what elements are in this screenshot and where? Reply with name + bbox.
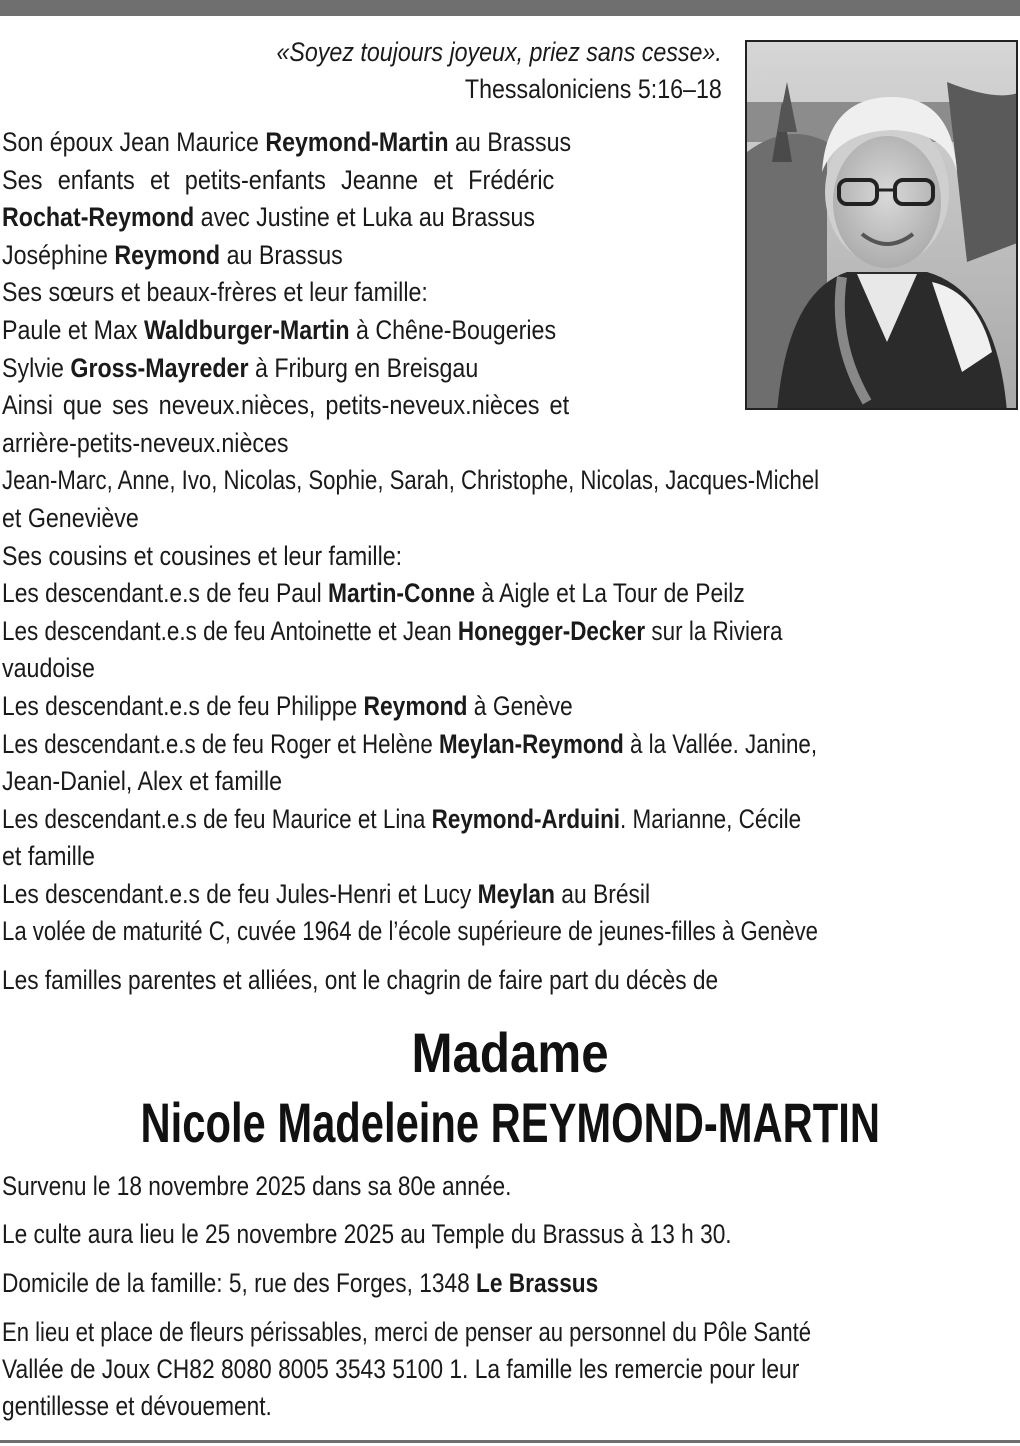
family-line: Les descendant.e.s de feu Paul Martin-Conne à Aigle et La Tour de Peilz: [2, 578, 745, 609]
deceased-name: Nicole Madeleine REYMOND-MARTIN: [140, 1091, 880, 1154]
family-line: Son époux Jean Maurice Reymond-Martin au Brassus: [2, 127, 572, 157]
family-line: arrière-petits-neveux.nièces: [2, 427, 289, 458]
family-line: Paule et Max Waldburger-Martin à Chêne-Bougeries: [2, 314, 557, 345]
family-line: Les descendant.e.s de feu Jules-Henri et Lucy Meylan au Brésil: [2, 878, 651, 909]
announcement-text: Les familles parentes et alliées, ont le chagrin de faire part du décès de: [2, 965, 719, 995]
family-line: Ses enfants et petits-enfants Jeanne et Frédéric: [2, 164, 555, 195]
deceased-title: Madame: [411, 1021, 609, 1084]
family-line: La volée de maturité C, cuvée 1964 de l’école supérieure de jeunes-filles à Genève: [2, 916, 819, 947]
family-line: vaudoise: [2, 653, 95, 684]
family-line: Ses sœurs et beaux-frères et leur famille:: [2, 277, 428, 308]
family-line: Jean-Marc, Anne, Ivo, Nicolas, Sophie, Sarah, Christophe, Nicolas, Jacques-Michel: [2, 465, 820, 496]
family-line: Sylvie Gross-Mayreder à Friburg en Breisgau: [2, 352, 479, 383]
quote-text: «Soyez toujours joyeux, priez sans cesse».: [276, 37, 722, 67]
donation-line: gentillesse et dévouement.: [2, 1391, 272, 1421]
family-list: [2, 124, 1018, 951]
death-date-text: Survenu le 18 novembre 2025 dans sa 80e année.: [2, 1171, 512, 1201]
family-line: Joséphine Reymond au Brassus: [2, 239, 343, 270]
family-line: et famille: [2, 841, 95, 872]
service-text: Le culte aura lieu le 25 novembre 2025 au Temple du Brassus à 13 h 30.: [2, 1219, 732, 1249]
family-line: Rochat-Reymond avec Justine et Luka au Brassus: [2, 202, 535, 233]
family-line: et Geneviève: [2, 502, 139, 533]
quote-reference: Thessaloniciens 5:16–18: [465, 74, 722, 104]
donation-line: Vallée de Joux CH82 8080 8005 3543 5100 1. La famille les remercie pour leur: [2, 1354, 800, 1384]
family-line: Les descendant.e.s de feu Philippe Reymond à Genève: [2, 690, 573, 721]
top-rule: [0, 0, 1020, 16]
domicile-text: Domicile de la famille: 5, rue des Forges, 1348 Le Brassus: [2, 1268, 599, 1298]
family-line: Les descendant.e.s de feu Roger et Helène Meylan-Reymond à la Vallée. Janine,: [2, 728, 818, 759]
family-line: Ses cousins et cousines et leur famille:: [2, 540, 403, 571]
family-line: Ainsi que ses neveux.nièces, petits-neveux.nièces et: [2, 390, 570, 421]
donation-text: [2, 1314, 991, 1425]
family-line: Jean-Daniel, Alex et famille: [2, 766, 283, 797]
family-line: Les descendant.e.s de feu Antoinette et Jean Honegger-Decker sur la Riviera: [2, 615, 783, 646]
donation-line: En lieu et place de fleurs périssables, merci de penser au personnel du Pôle Santé: [2, 1317, 812, 1347]
family-line: Les descendant.e.s de feu Maurice et Lina Reymond-Arduini. Marianne, Cécile: [2, 803, 802, 834]
bible-quote: [277, 34, 722, 108]
bottom-rule: [0, 1440, 1020, 1443]
